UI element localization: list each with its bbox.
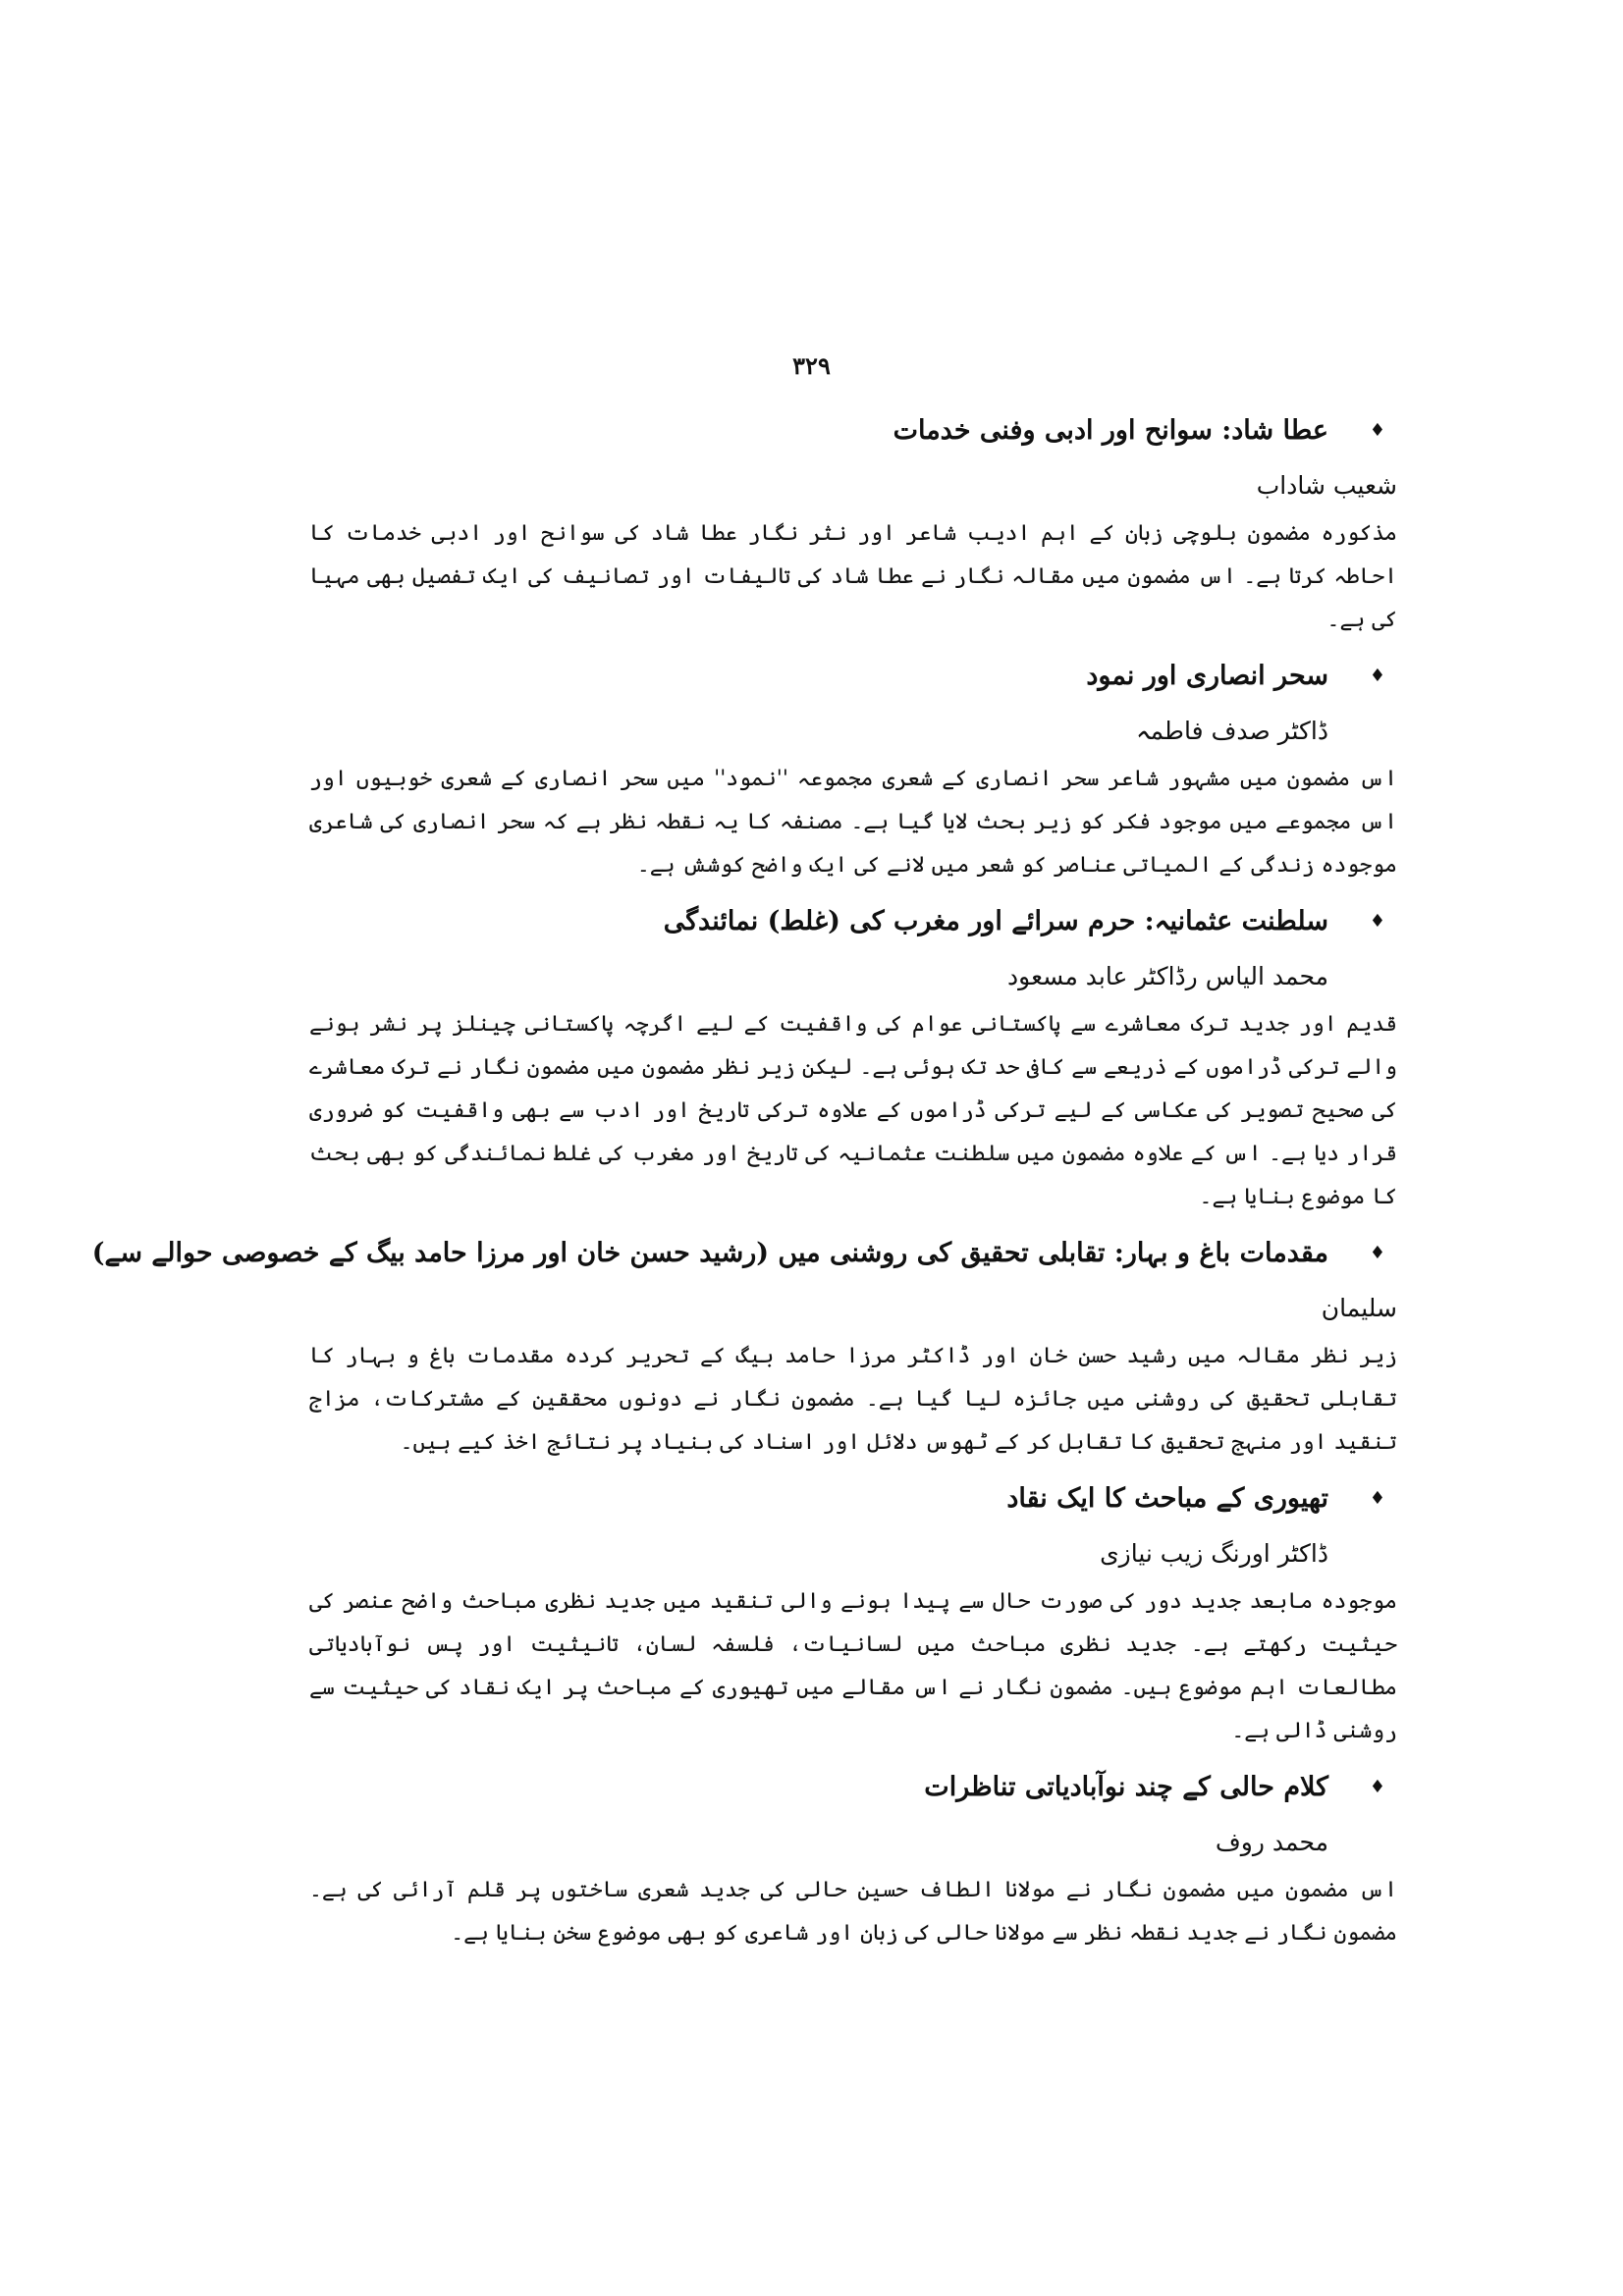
entry-description: اس مضمون میں مضمون نگار نے مولانا الطاف حسین حالی کی جدید شعری ساختوں پر قلم آرائی کی ہے۔ مضمون نگار نے جدید نقطہ نظر سے مولانا حالی کی زبان اور شاعری کو بھی موضوع سخن بنایا ہے۔	[309, 1878, 1397, 1946]
entry	[309, 1470, 1397, 1753]
entry-author: ڈاکٹر صدف فاطمہ	[1135, 717, 1328, 745]
entry	[309, 402, 1397, 642]
entry-title: سلطنت عثمانیہ: حرم سرائے اور مغرب کی (غلط) نمائندگی	[663, 906, 1328, 936]
entry-description: اس مضمون میں مشہور شاعر سحر انصاری کے شعری مجموعہ ''نمود'' میں سحر انصاری کے شعری خوبیوں اور اس مجموعے میں موجود فکر کو زیر بحث لایا گیا ہے۔ مصنفہ کا یہ نقطہ نظر ہے کہ سحر انصاری کی شاعری موجودہ زندگی کے المیاتی عناصر کو شعر میں لانے کی ایک واضح کوشش ہے۔	[309, 767, 1397, 878]
entry-description: زیر نظر مقالہ میں رشید حسن خان اور ڈاکٹر مرزا حامد بیگ کے تحریر کردہ مقدمات باغ و بہار کا تقابلی تحقیق کی روشنی میں جائزہ لیا گیا ہے۔ مضمون نگار نے دونوں محققین کے مشترکات، مزاج تنقید اور منہج تحقیق کا تقابل کر کے ٹھوس دلائل اور اسناد کی بنیاد پر نتائج اخذ کیے ہیں۔	[309, 1344, 1397, 1455]
entry-author: محمد الیاس رڈاکٹر عابد مسعود	[1007, 962, 1328, 990]
entry	[91, 1225, 1397, 1465]
entry-title-row	[309, 402, 1397, 459]
entry-title-row	[309, 1759, 1397, 1816]
entry-author: محمد روف	[1215, 1828, 1328, 1856]
entry	[309, 1759, 1397, 1955]
bullet-icon: ♦	[1369, 666, 1386, 686]
entry-author: سلیمان	[1321, 1294, 1397, 1322]
bullet-icon: ♦	[1369, 1488, 1386, 1509]
entry-title-row	[309, 893, 1397, 950]
entry-title-row	[91, 1225, 1397, 1282]
entry-title: کلام حالی کے چند نوآبادیاتی تناظرات	[924, 1772, 1328, 1802]
bullet-icon: ♦	[1369, 420, 1386, 441]
entry-title: مقدمات باغ و بہار: تقابلی تحقیق کی روشنی میں (رشید حسن خان اور مرزا حامد بیگ کے خصوصی حوالے سے)	[91, 1238, 1328, 1268]
entry	[309, 648, 1397, 887]
entry-author: ڈاکٹر اورنگ زیب نیازی	[1100, 1539, 1328, 1568]
bullet-icon: ♦	[1369, 911, 1386, 932]
bullet-icon: ♦	[1369, 1243, 1386, 1263]
entry	[309, 893, 1397, 1219]
entry-title-row	[309, 1470, 1397, 1527]
bullet-icon: ♦	[1369, 1777, 1386, 1797]
entry-title: تھیوری کے مباحث کا ایک نقاد	[1006, 1483, 1328, 1514]
entry-title: عطا شاد: سوانح اور ادبی وفنی خدمات	[893, 415, 1328, 446]
entry-description: قدیم اور جدید ترک معاشرے سے پاکستانی عوام کی واقفیت کے لیے اگرچہ پاکستانی چینلز پر نشر ہونے والے ترکی ڈراموں کے ذریعے سے کافی حد تک ہوئی ہے۔ لیکن زیر نظر مضمون میں مضمون نگار نے ترک معاشرے کی صحیح تصویر کی عکاسی کے لیے ترکی ڈراموں کے علاوہ ترکی تاریخ اور ادب سے بھی واقفیت کو ضروری قرار دیا ہے۔ اس کے علاوہ مضمون میں سلطنت عثمانیہ کی تاریخ اور مغرب کی غلط نمائندگی کو بھی بحث کا موضوع بنایا ہے۔	[309, 1012, 1397, 1209]
entry-title: سحر انصاری اور نمود	[1086, 661, 1328, 691]
entry-title-row	[309, 648, 1397, 705]
entry-author: شعیب شاداب	[1256, 471, 1397, 500]
entries-list	[91, 402, 1397, 1961]
entry-description: مذکورہ مضمون بلوچی زبان کے اہم ادیب شاعر اور نثر نگار عطا شاد کی سوانح اور ادبی خدمات کا احاطہ کرتا ہے۔ اس مضمون میں مقالہ نگار نے عطا شاد کی تالیفات اور تصانیف کی ایک تفصیل بھی مہیا کی ہے۔	[309, 521, 1397, 632]
page-number: ۳۲۹	[792, 351, 831, 380]
entry-description: موجودہ مابعد جدید دور کی صورت حال سے پیدا ہونے والی تنقید میں جدید نظری مباحث واضح عنصر کی حیثیت رکھتے ہے۔ جدید نظری مباحث میں لسانیات، فلسفہ لسان، تانیثیت اور پس نوآبادیاتی مطالعات اہم موضوع ہیں۔ مضمون نگار نے اس مقالے میں تھیوری کے مباحث پر ایک نقاد کی حیثیت سے روشنی ڈالی ہے۔	[309, 1589, 1397, 1743]
